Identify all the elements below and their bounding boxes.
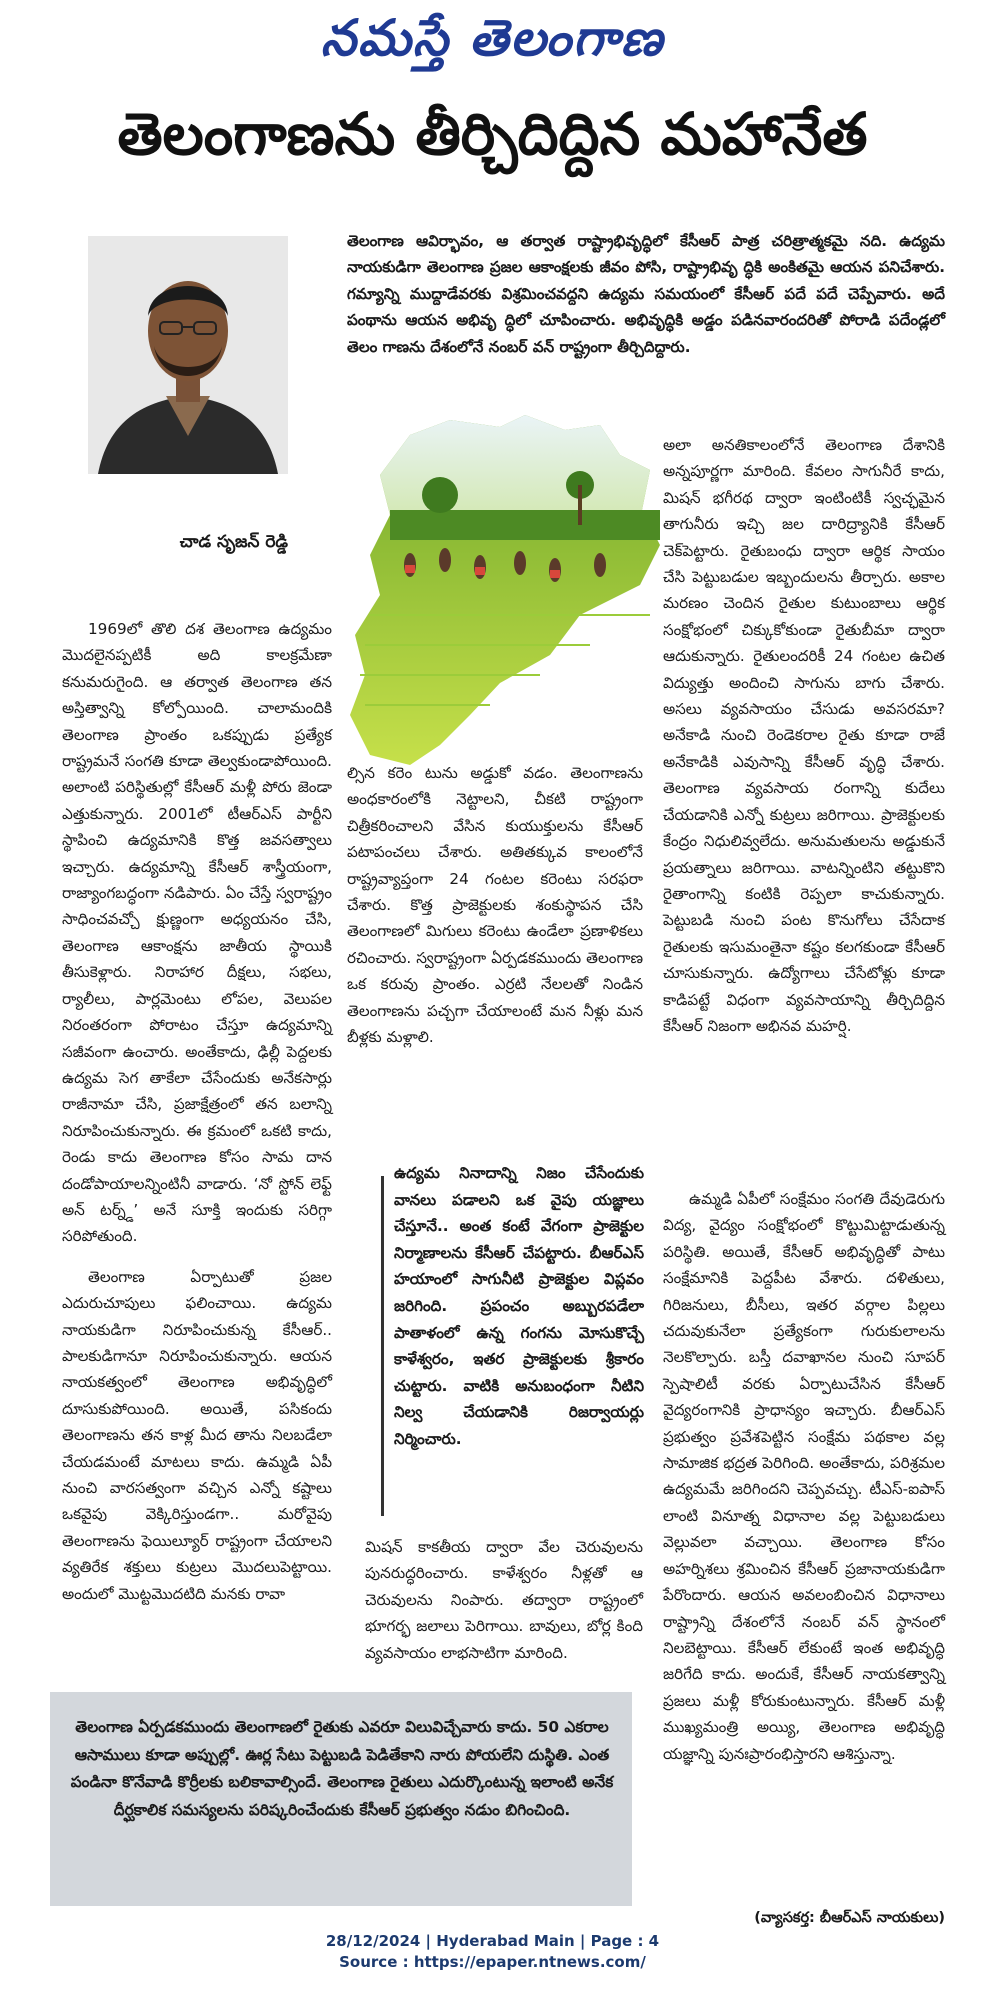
article-headline: తెలంగాణను తీర్చిదిద్దిన మహానేత <box>117 100 868 168</box>
column-1-text <box>62 616 332 1621</box>
author-portrait-icon <box>88 236 288 474</box>
author-note: (వ్యాసకర్త: బీఆర్ఎస్ నాయకులు) <box>754 1910 945 1926</box>
footer-date-edition: 28/12/2024 | Hyderabad Main | Page : 4 <box>325 1932 660 1950</box>
paragraph: ల్సిన కరెం టును అడ్డుకో వడం. తెలంగాణను అంధకారంలోకి నెట్టాలని, చీకటి రాష్ట్రంగా చిత్రీకరించాలని వేసిన కుయుక్తులను కేసీఆర్ పటాపంచలు చేశారు. అతితక్కువ కాలంలోనే రాష్ట్రవ్యాప్తంగా 24 గంటల కరెంటు సరఫరా చేశారు. కొత్త ప్రాజెక్టులకు శంకుస్థాపన చేసి తెలంగాణలో మిగులు కరెంటు ఉండేలా ప్రణాళికలు రచించారు. స్వరాష్ట్రంగా ఏర్పడకముందు తెలంగాణ ఒక కరువు ప్రాంతం. ఎర్రటి నేలలతో నిండిన తెలంగాణను పచ్చగా చేయాలంటే మన నీళ్లు మన బీళ్లకు మళ్లాలి. <box>347 764 643 1047</box>
newspaper-masthead: నమస్తే తెలంగాణ <box>320 8 665 67</box>
pull-quote: ఉద్యమ నినాదాన్ని నిజం చేసేందుకు వానలు పడాలని ఒక వైపు యజ్ఞాలు చేస్తూనే.. అంత కంటే వేగంగా ప్రాజెక్టుల నిర్మాణాలను కేసీఆర్ చేపట్టారు. బీఆర్ఎస్ హయాంలో సాగునీటి ప్రాజెక్టుల విప్లవం జరిగింది. ప్రపంచం అబ్బురపడేలా పాతాళంలో ఉన్న గంగను మోసుకొచ్చే కాళేశ్వరం, ఇతర ప్రాజెక్టులకు శ్రీకారం చుట్టారు. వాటికి అనుబంధంగా నీటిని నిల్వ చేయడానికి రిజర్వాయర్లు నిర్మించారు. <box>394 1164 644 1448</box>
paragraph: 1969లో తొలి దశ తెలంగాణ ఉద్యమం మొదలైనప్పటికీ అది కాలక్రమేణా కనుమరుగైంది. ఆ తర్వాత తెలంగాణ తన అస్తిత్వాన్ని కోల్పోయింది. చాలామందికి తెలంగాణ ప్రాంతం ఒకప్పుడు ప్రత్యేక రాష్ట్రమనే సంగతి కూడా తెల్వకుండాపోయింది. అలాంటి పరిస్థితుల్లో కేసీఆర్ మళ్లీ పోరు జెండా ఎత్తుకున్నారు. 2001లో టీఆర్ఎస్ పార్టీని స్థాపించి ఉద్యమానికి కొత్త జవసత్వాలు ఇచ్చారు. ఉద్యమాన్ని కేసీఆర్ శాస్త్రీయంగా, రాజ్యాంగబద్ధంగా నడిపారు. ఏం చేస్తే స్వరాష్ట్రం సాధించవచ్చో క్షుణ్ణంగా అధ్యయనం చేసి, తెలంగాణ ఆకాంక్షను జాతీయ స్థాయికి తీసుకెళ్లారు. నిరాహార దీక్షలు, సభలు, ర్యాలీలు, పార్లమెంటు లోపల, వెలుపల నిరంతరంగా పోరాటం చేస్తూ ఉద్యమాన్ని సజీవంగా ఉంచారు. అంతేకాదు, ఢిల్లీ పెద్దలకు ఉద్యమ సెగ తాకేలా చేసేందుకు అనేకసార్లు రాజీనామా చేసి, ప్రజాక్షేత్రంలో తన బలాన్ని నిరూపించుకున్నారు. ఈ క్రమంలో ఒకటి కాదు, రెండు కాదు తెలంగాణ కోసం సామ దాన దండోపాయాలన్నింటినీ వాడారు. ‘నో స్టోన్ లెఫ్ట్ అన్ టర్న్డ్’ అనే సూక్తి ఇందుకు సరిగ్గా సరిపోతుంది. <box>62 620 332 1246</box>
column-2-closing-text <box>365 1534 643 1680</box>
footer-source-link[interactable]: Source : https://epaper.ntnews.com/ <box>339 1953 646 1971</box>
column-2-text <box>347 760 643 1064</box>
column-3-text <box>663 432 945 1053</box>
paragraph: అలా అనతికాలంలోనే తెలంగాణ దేశానికి అన్నపూర్ణగా మారింది. కేవలం సాగునీరే కాదు, మిషన్ భగీరథ ద్వారా ఇంటింటికీ స్వచ్ఛమైన తాగునీరు ఇచ్చి జల దారిద్ర్యానికి కేసీఆర్ చెక్‌పెట్టారు. రైతుబంధు ద్వారా ఆర్థిక సాయం చేసి పెట్టుబడుల ఇబ్బందులను తీర్చారు. అకాల మరణం చెందిన రైతుల కుటుంబాలు ఆర్థిక సంక్షోభంలో చిక్కుకోకుండా రైతుబీమా ద్వారా ఆదుకున్నారు. రైతులందరికీ 24 గంటల ఉచిత విద్యుత్తు అందించి సాగును బాగు చేశారు. అసలు వ్యవసాయం చేసుడు అవసరమా? అనేకాడి నుంచి రెండెకరాల రైతు కూడా రాజే అనేకాడికి ఎవుసాన్ని కేసీఆర్ వృద్ధి చేశారు. తెలంగాణ వ్యవసాయ రంగాన్ని కుదేలు చేయడానికి ఎన్నో కుట్రలు జరిగాయి. ప్రాజెక్టులకు కేంద్రం నిధులివ్వలేదు. అనుమతులను అడ్డుకునే ప్రయత్నాలు జరిగాయి. వాటన్నింటిని తట్టుకొని రైతాంగాన్ని కంటికి రెప్పలా కాచుకున్నారు. పెట్టుబడి నుంచి పంట కొనుగోలు చేసేదాక రైతులకు ఇసుమంతైనా కష్టం కలగకుండా కేసీఆర్ చూసుకున్నారు. ఉద్యోగాలు చేసేటోళ్లు కూడా కాడిపట్టే విధంగా వ్యవసాయాన్ని తీర్చిదిద్దిన కేసీఆర్ నిజంగా అభినవ మహర్షి. <box>663 436 945 1035</box>
highlight-box-text: తెలంగాణ ఏర్పడకముందు తెలంగాణలో రైతుకు ఎవరూ విలువిచ్చేవారు కాదు. 50 ఎకరాల ఆసాములు కూడా అప్పుల్లో. ఊర్ల సేటు పెట్టుబడి పెడితేకాని నారు పోయలేని దుస్థితి. ఎంత పండినా కొనేవాడి కొర్రీలకు బలికావాల్సిందే. తెలంగాణ రైతులు ఎదుర్కొంటున్న ఇలాంటి అనేక దీర్ఘకాలిక సమస్యలను పరిష్కరించేందుకు కేసీఆర్ ప్రభుత్వం నడుం బిగించింది. <box>70 1718 614 1819</box>
author-byline: చాడ సృజన్ రెడ్డి <box>179 532 288 552</box>
paragraph: మిషన్ కాకతీయ ద్వారా వేల చెరువులను పునరుద్ధరించారు. కాళేశ్వరం నీళ్లతో ఆ చెరువులను నింపారు. తద్వారా రాష్ట్రంలో భూగర్భ జలాలు పెరిగాయి. బావులు, బోర్ల కింది వ్యవసాయం లాభసాటిగా మారింది. <box>365 1538 643 1662</box>
telangana-farmland-map-icon <box>350 415 670 775</box>
paragraph: తెలంగాణ ఏర్పాటుతో ప్రజల ఎదురుచూపులు ఫలించాయి. ఉద్యమ నాయకుడిగా నిరూపించుకున్న కేసీఆర్.. పాలకుడిగానూ నిరూపించుకున్నారు. ఆయన నాయకత్వంలో తెలంగాణ అభివృద్ధిలో దూసుకుపోయింది. అయితే, పసికందు తెలంగాణను తన కాళ్ల మీద తాను నిలబడేలా చేయడమంటే మాటలు కాదు. ఉమ్మడి ఏపీ నుంచి వారసత్వంగా వచ్చిన ఎన్నో కష్టాలు ఒకవైపు వెక్కిరిస్తుండగా.. మరోవైపు తెలంగాణను ఫెయిల్యూర్ రాష్ట్రంగా చేయాలని వ్యతిరేక శక్తులు కుట్రలు మొదలుపెట్టాయి. అందులో మొట్టమొదటిది మనకు రావా <box>62 1267 332 1603</box>
author-photo <box>88 236 288 474</box>
pull-quote-rule <box>381 1176 384 1516</box>
telangana-map-illustration <box>350 415 670 775</box>
column-3-closing-text <box>663 1186 945 1781</box>
intro-paragraph: తెలంగాణ ఆవిర్భావం, ఆ తర్వాత రాష్ట్రాభివృద్ధిలో కేసీఆర్ పాత్ర చరిత్రాత్మకమై నది. ఉద్యమ నాయకుడిగా తెలంగాణ ప్రజల ఆకాంక్షలకు జీవం పోసి, రాష్ట్రాభివృ ద్ధికి అంకితమై ఆయన పనిచేశారు. గమ్యాన్ని ముద్దాడేవరకు విశ్రమించవద్దని ఉద్యమ సమయంలో కేసీఆర్ పదే పదే చెప్పేవారు. అదే పంథాను ఆయన అభివృ ద్ధిలో చూపించారు. అభివృద్ధికి అడ్డం పడినవారందరితో పోరాడి పదేండ్లలో తెలం గాణను దేశంలోనే నంబర్ వన్ రాష్ట్రంగా తీర్చిదిద్దారు. <box>347 232 945 356</box>
paragraph: ఉమ్మడి ఏపీలో సంక్షేమం సంగతి దేవుడెరుగు విద్య, వైద్యం సంక్షోభంలో కొట్టుమిట్టాడుతున్న పరిస్థితి. అయితే, కేసీఆర్ అభివృద్ధితో పాటు సంక్షేమానికి పెద్దపీట వేశారు. దళితులు, గిరిజనులు, బీసీలు, ఇతర వర్గాల పిల్లలు చదువుకునేలా ప్రత్యేకంగా గురుకులాలను నెలకొల్పారు. బస్తీ దవాఖానల నుంచి సూపర్ స్పెషాలిటీ వరకు ఏర్పాటుచేసిన కేసీఆర్ వైద్యరంగానికి ప్రాధాన్యం ఇచ్చారు. బీఆర్ఎస్ ప్రభుత్వం ప్రవేశపెట్టిన సంక్షేమ పథకాల వల్ల సామాజిక భద్రత పెరిగింది. అంతేకాదు, పరిశ్రమల ఉద్యమమే జరిగిందని చెప్పవచ్చు. టీఎస్-ఐపాస్ లాంటి వినూత్న విధానాల వల్ల పెట్టుబడులు వెల్లువలా వచ్చాయి. తెలంగాణ కోసం అహర్నిశలు శ్రమించిన కేసీఆర్ ప్రజానాయకుడిగా పేరొందారు. ఆయన అవలంబించిన విధానాలు రాష్ట్రాన్ని దేశంలోనే నంబర్ వన్ స్థానంలో నిలబెట్టాయి. కేసీఆర్ లేకుంటే ఇంత అభివృద్ధి జరిగేది కాదు. అందుకే, కేసీఆర్ నాయకత్వాన్ని ప్రజలు మళ్లీ కోరుకుంటున్నారు. కేసీఆర్ మళ్లీ ముఖ్యమంత్రి అయ్యి, తెలంగాణ అభివృద్ధి యజ్ఞాన్ని పునఃప్రారంభిస్తారని ఆశిస్తున్నా. <box>663 1190 945 1763</box>
